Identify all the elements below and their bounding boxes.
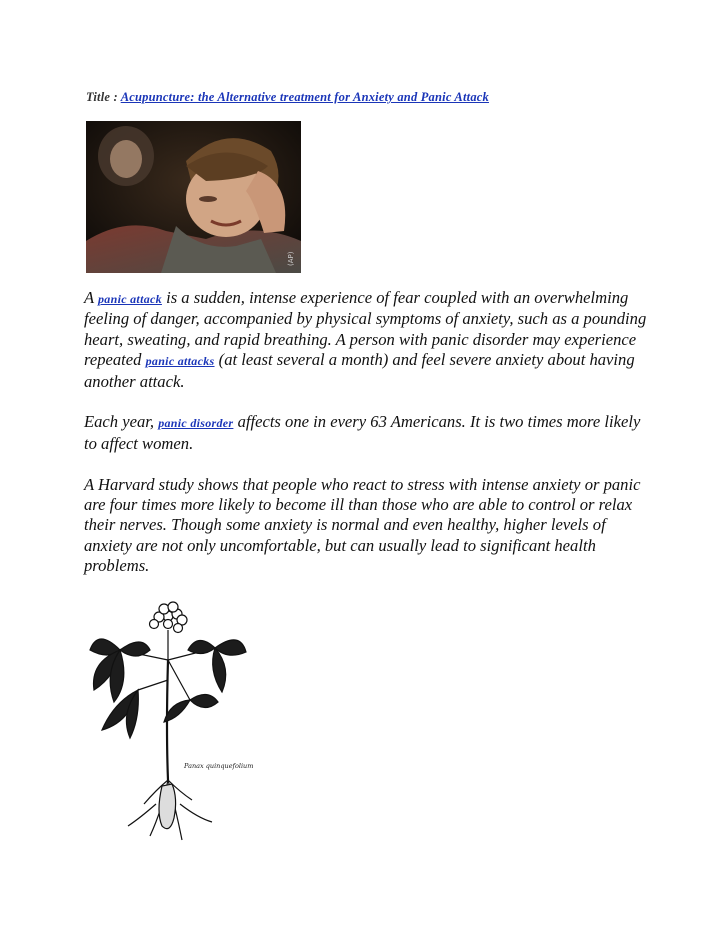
paragraph-2 [84, 412, 654, 454]
article-body [84, 288, 654, 597]
panic-disorder-link[interactable]: panic disorder [158, 416, 234, 431]
panic-attack-link[interactable]: panic attack [98, 292, 162, 306]
photo-caption: (AP) [287, 251, 295, 266]
p3-text: A Harvard study shows that people who react to stress with intense anxiety or panic are four times more likely to become ill than those who are able to control or relax their nerves. Though some anxiety is normal and even healthy, higher levels of anxiety are not only uncomfortable, but can usually lead to significant health problems. [84, 474, 641, 576]
paragraph-3 [84, 475, 654, 577]
p1-text: is a sudden, intense experience of fear coupled with an overwhelming feeling of danger, accompanied by physical symptoms of anxiety, such as a pounding heart, sweating, and rapid breathing. A person with panic disorder may experience repeated [84, 288, 647, 370]
p2-text: affects one in every 63 Americans. It is two times more likely to affect women. [84, 412, 641, 453]
title-label: Title : [86, 90, 118, 104]
document-title [86, 90, 489, 105]
p1-text2: (at least several a month) and feel severe anxiety about having another attack. [84, 350, 635, 391]
p1-lead: A [84, 288, 94, 307]
berry-cluster [150, 602, 188, 633]
panic-attacks-link[interactable]: panic attacks [145, 354, 215, 369]
title-link[interactable]: Acupuncture: the Alternative treatment for Anxiety and Panic Attack [120, 90, 489, 104]
crying-child-photo [86, 121, 301, 273]
herb-caption: Panax quinquefolium [184, 762, 254, 770]
p2-lead: Each year, [84, 412, 155, 432]
ginseng-illustration [80, 590, 255, 850]
paragraph-1 [84, 288, 654, 392]
